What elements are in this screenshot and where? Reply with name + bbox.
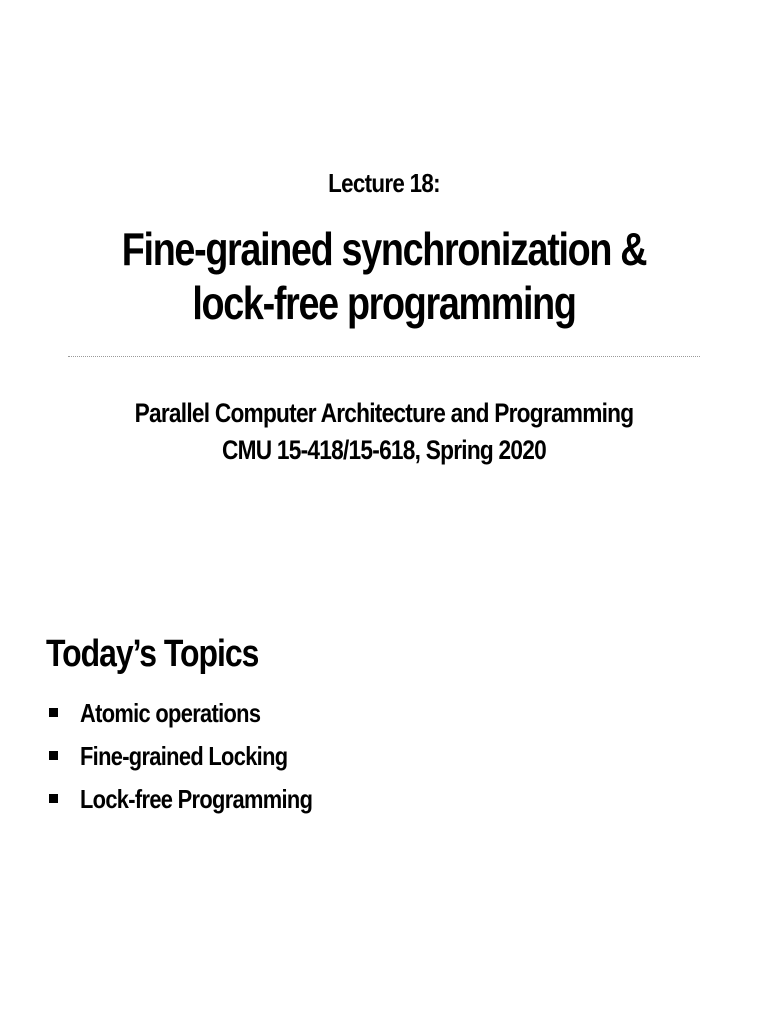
topic-item xyxy=(46,692,706,735)
topic-list xyxy=(46,692,706,821)
course-info xyxy=(61,395,706,469)
square-bullet-icon xyxy=(49,708,58,717)
title-divider xyxy=(68,356,700,357)
lecture-title-line-1: Fine-grained synchronization & xyxy=(121,223,647,275)
lecture-title xyxy=(69,222,699,330)
lecture-number: Lecture 18: xyxy=(328,168,440,198)
topic-label: Fine-grained Locking xyxy=(80,741,288,771)
course-name: Parallel Computer Architecture and Programming xyxy=(134,398,634,428)
topics-section xyxy=(46,630,706,821)
square-bullet-icon xyxy=(49,794,58,803)
topic-label: Atomic operations xyxy=(80,698,261,728)
topic-item xyxy=(46,735,706,778)
topic-label: Lock-free Programming xyxy=(80,784,313,814)
lecture-title-line-2: lock-free programming xyxy=(192,277,576,329)
course-term: CMU 15-418/15-618, Spring 2020 xyxy=(221,435,546,465)
topics-heading: Today’s Topics xyxy=(46,633,259,675)
square-bullet-icon xyxy=(49,751,58,760)
topic-item xyxy=(46,778,706,821)
